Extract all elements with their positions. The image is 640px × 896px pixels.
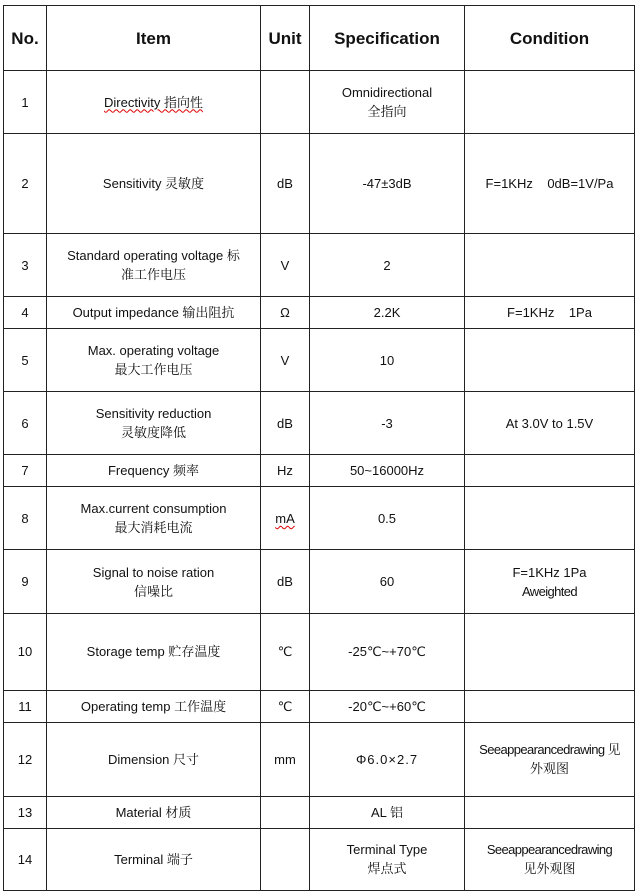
row-item: Operating temp 工作温度 xyxy=(47,690,261,722)
header-item: Item xyxy=(47,6,261,71)
row-no: 8 xyxy=(4,487,47,550)
row-spec: -20℃~+60℃ xyxy=(310,690,465,722)
row-unit: dB xyxy=(261,550,310,613)
row-spec: 2 xyxy=(310,234,465,297)
row-unit xyxy=(261,828,310,890)
row-condition xyxy=(465,550,635,613)
row-no: 11 xyxy=(4,690,47,722)
row-no: 10 xyxy=(4,613,47,690)
row-condition xyxy=(465,796,635,828)
row-spec-line2: 全指向 xyxy=(367,104,407,120)
row-item xyxy=(47,487,261,550)
table-row xyxy=(4,487,635,550)
row-condition xyxy=(465,234,635,297)
row-no: 6 xyxy=(4,392,47,455)
row-unit: V xyxy=(261,329,310,392)
row-condition xyxy=(465,71,635,134)
table-row xyxy=(4,455,635,487)
table-row xyxy=(4,329,635,392)
row-unit xyxy=(261,71,310,134)
specification-table xyxy=(3,5,635,891)
row-item-line2: 信噪比 xyxy=(133,583,173,599)
header-specification: Specification xyxy=(310,6,465,71)
row-condition xyxy=(465,722,635,796)
row-spec: 0.5 xyxy=(310,487,465,550)
row-item: Terminal 端子 xyxy=(47,828,261,890)
row-unit xyxy=(261,487,310,550)
table-row xyxy=(4,297,635,329)
row-item-line1: Max.current consumption xyxy=(80,501,227,517)
row-condition xyxy=(465,455,635,487)
row-condition-line1: F=1KHz 1Pa xyxy=(512,564,587,580)
row-spec: AL 铝 xyxy=(310,796,465,828)
table-row xyxy=(4,613,635,690)
row-unit: dB xyxy=(261,392,310,455)
row-item xyxy=(47,550,261,613)
row-item-line2: 最大消耗电流 xyxy=(114,520,193,536)
table-row xyxy=(4,134,635,234)
row-condition: At 3.0V to 1.5V xyxy=(465,392,635,455)
row-condition-line2: Aweighted xyxy=(521,583,578,599)
table-row xyxy=(4,828,635,890)
row-condition: F=1KHz 1Pa xyxy=(465,297,635,329)
row-condition xyxy=(465,329,635,392)
table-row xyxy=(4,234,635,297)
row-item-line1: Signal to noise ration xyxy=(92,564,215,580)
header-unit: Unit xyxy=(261,6,310,71)
table-row xyxy=(4,690,635,722)
row-unit: V xyxy=(261,234,310,297)
row-item-line2: 最大工作电压 xyxy=(114,362,193,378)
table-row xyxy=(4,722,635,796)
row-item-line1: Sensitivity reduction xyxy=(95,406,212,422)
table-row xyxy=(4,550,635,613)
row-item-line2: 准工作电压 xyxy=(120,267,186,283)
row-unit: Hz xyxy=(261,455,310,487)
row-item xyxy=(47,234,261,297)
row-spec xyxy=(310,71,465,134)
row-spec: Φ6.0×2.7 xyxy=(310,722,465,796)
header-no: No. xyxy=(4,6,47,71)
row-item-text: Directivity 指向性 xyxy=(104,94,203,110)
row-item-line2: 灵敏度降低 xyxy=(120,425,186,441)
row-condition xyxy=(465,487,635,550)
row-no: 13 xyxy=(4,796,47,828)
row-item: Output impedance 输出阻抗 xyxy=(47,297,261,329)
row-spec: 50~16000Hz xyxy=(310,455,465,487)
row-item-line1: Standard operating voltage 标 xyxy=(67,248,240,264)
row-item xyxy=(47,392,261,455)
row-item: Storage temp 贮存温度 xyxy=(47,613,261,690)
row-condition xyxy=(465,828,635,890)
row-condition: F=1KHz 0dB=1V/Pa xyxy=(465,134,635,234)
row-spec: 10 xyxy=(310,329,465,392)
row-no: 4 xyxy=(4,297,47,329)
row-no: 1 xyxy=(4,71,47,134)
header-row xyxy=(4,6,635,71)
row-spec-line1: Terminal Type xyxy=(346,842,428,858)
row-item-line1: Max. operating voltage xyxy=(87,343,220,359)
row-unit xyxy=(261,796,310,828)
table-row xyxy=(4,71,635,134)
row-spec-line2: 焊点式 xyxy=(367,861,407,877)
row-condition xyxy=(465,690,635,722)
row-spec: -25℃~+70℃ xyxy=(310,613,465,690)
table-row xyxy=(4,796,635,828)
row-unit-text: mA xyxy=(275,510,295,526)
row-condition-line1: Seeappearancedrawing xyxy=(486,842,613,858)
row-no: 5 xyxy=(4,329,47,392)
row-spec-line1: Omnidirectional xyxy=(341,85,433,101)
row-item: Frequency 频率 xyxy=(47,455,261,487)
row-no: 7 xyxy=(4,455,47,487)
row-no: 2 xyxy=(4,134,47,234)
row-no: 3 xyxy=(4,234,47,297)
row-condition-line2: 见外观图 xyxy=(523,861,576,877)
row-spec: -47±3dB xyxy=(310,134,465,234)
row-item xyxy=(47,71,261,134)
row-item xyxy=(47,329,261,392)
row-condition-line1: Seeappearancedrawing 见 xyxy=(479,742,620,758)
table-row xyxy=(4,392,635,455)
row-unit: ℃ xyxy=(261,690,310,722)
row-unit: Ω xyxy=(261,297,310,329)
row-condition-line2: 外观图 xyxy=(529,761,569,777)
row-no: 12 xyxy=(4,722,47,796)
row-item: Material 材质 xyxy=(47,796,261,828)
row-condition xyxy=(465,613,635,690)
row-spec: 60 xyxy=(310,550,465,613)
row-no: 9 xyxy=(4,550,47,613)
row-unit: mm xyxy=(261,722,310,796)
header-condition: Condition xyxy=(465,6,635,71)
row-spec: -3 xyxy=(310,392,465,455)
row-item: Dimension 尺寸 xyxy=(47,722,261,796)
row-unit: ℃ xyxy=(261,613,310,690)
row-no: 14 xyxy=(4,828,47,890)
row-spec xyxy=(310,828,465,890)
row-unit: dB xyxy=(261,134,310,234)
row-spec: 2.2K xyxy=(310,297,465,329)
row-item: Sensitivity 灵敏度 xyxy=(47,134,261,234)
